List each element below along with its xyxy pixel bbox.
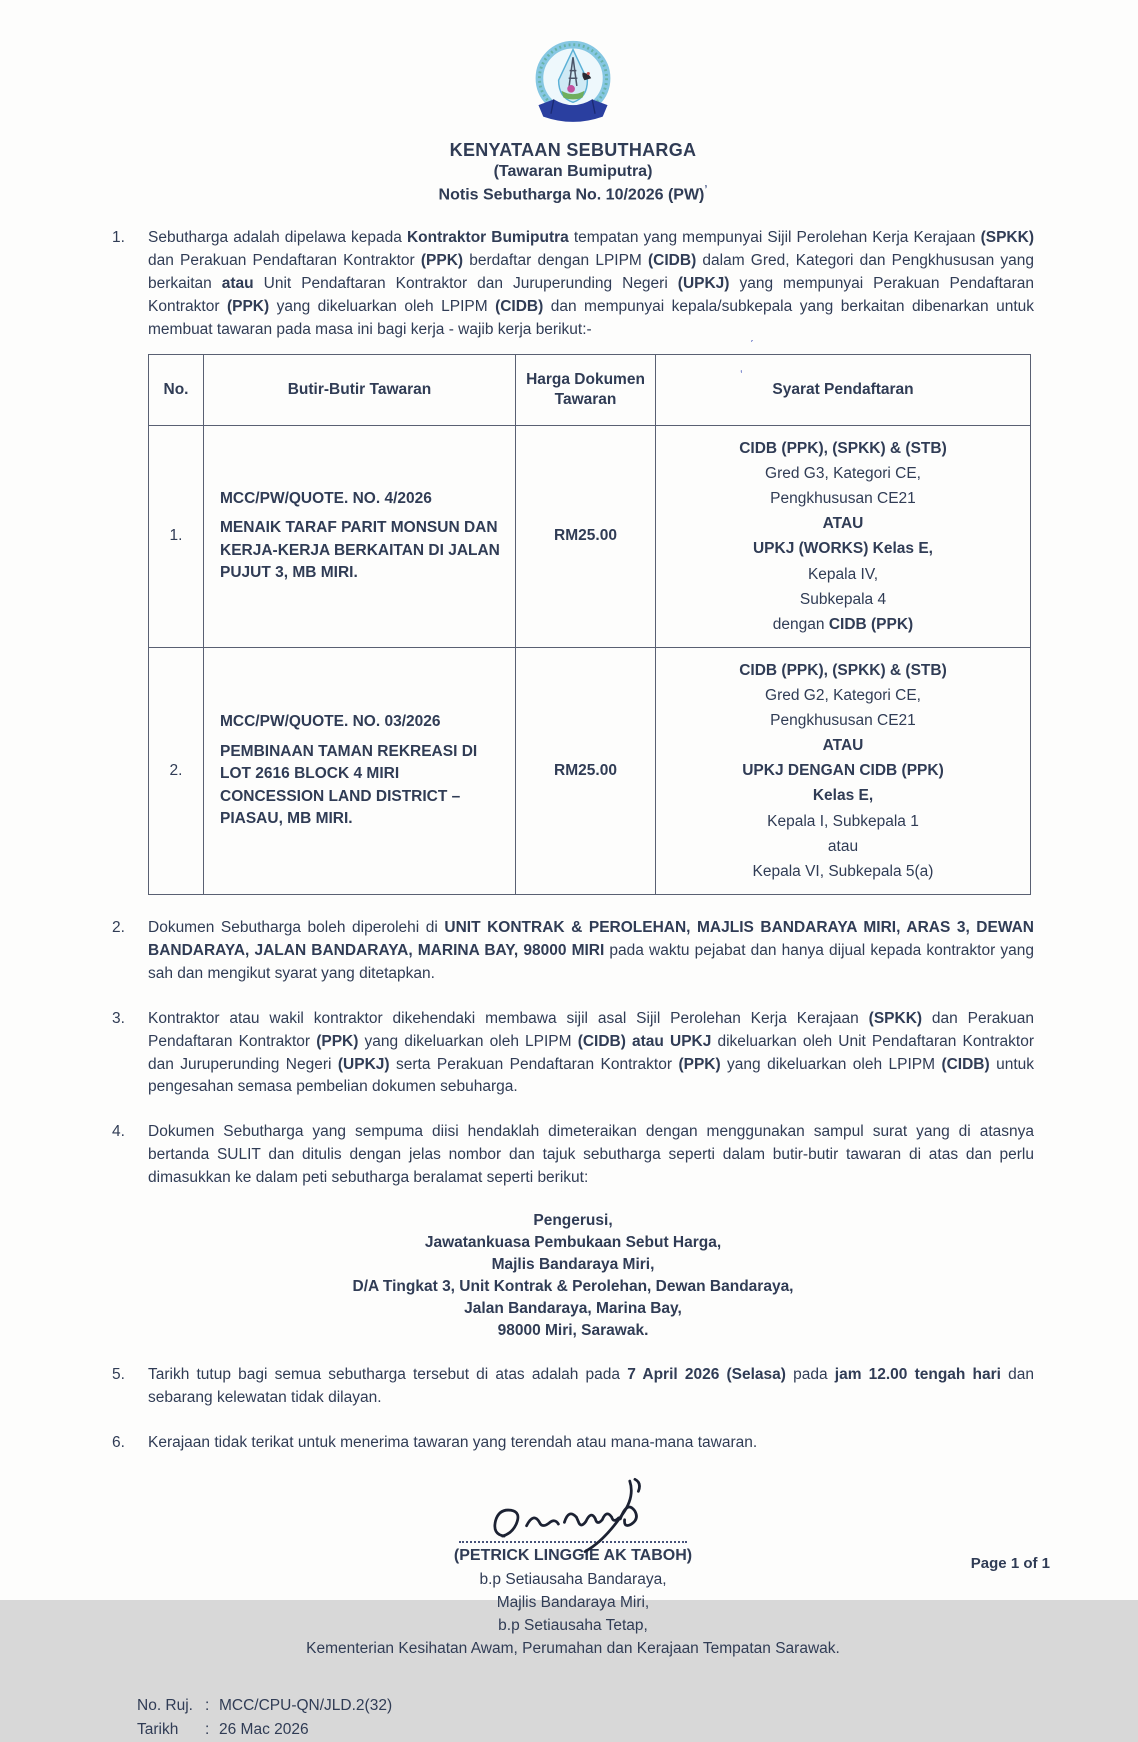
paragraph-6 [112, 1432, 1034, 1455]
document-date: 26 Mac 2026 [219, 1720, 309, 1738]
submission-address: Pengerusi, Jawatankuasa Pembukaan Sebut Harga, Majlis Bandaraya Miri, D/A Tingkat 3, Unit Kontrak & Perolehan, Dewan Bandaraya, Jalan Bandaraya, Marina Bay, 98000 Miri, Sarawak. [352, 1212, 794, 1340]
paragraph-text: Kerajaan tidak terikat untuk menerima tawaran yang terendah atau mana-mana tawaran. [148, 1434, 758, 1452]
scan-artifact-mark: ʽ [740, 367, 743, 382]
signatory-titles: b.p Setiausaha Bandaraya, Majlis Bandaraya Miri, b.p Setiausaha Tetap, Kementerian Kesihatan Awam, Perumahan dan Kerajaan Tempatan Sarawak. [306, 1570, 840, 1657]
footer-reference-block [137, 1694, 1034, 1742]
table-row [149, 425, 1031, 647]
table-row [149, 647, 1031, 894]
cell-syarat: CIDB (PPK), (SPKK) & (STB) Gred G2, Kategori CE, Pengkhususan CE21 ATAU UPKJ DENGAN CIDB (PPK) Kelas E, Kepala I, Subkepala 1 atau Kepala VI, Subkepala 5(a) [656, 647, 1031, 894]
paragraph-text: Dokumen Sebutharga yang sempuma diisi hendaklah dimeteraikan dengan menggunakan sampul surat yang di atasnya bertanda SULIT dan ditulis dengan jelas nombor dan tajuk sebutharga seperti dalam butir-butir tawaran di atas dan perlu dimasukkan ke dalam peti sebutharga beralamat seperti berikut: [148, 1123, 1034, 1187]
miri-city-council-emblem [525, 38, 621, 132]
col-header-syarat: Syarat Pendaftaran [656, 354, 1031, 425]
cell-harga: RM25.00 [516, 425, 656, 647]
cell-no: 2. [149, 647, 204, 894]
table-header-row [149, 354, 1031, 425]
page-subtitle: (Tawaran Bumiputra) [493, 163, 653, 181]
cell-syarat: CIDB (PPK), (SPKK) & (STB) Gred G3, Kategori CE, Pengkhususan CE21 ATAU UPKJ (WORKS) Kelas E, Kepala IV, Subkepala 4 dengan CIDB (PPK) [656, 425, 1031, 647]
paragraph-number: 6. [112, 1434, 125, 1452]
paragraph-2 [112, 917, 1034, 986]
page-title: KENYATAAN SEBUTHARGA [449, 140, 697, 160]
reference-number-line: No. Ruj. : MCC/CPU-QN/JLD.2(32) [137, 1696, 393, 1714]
col-header-no: No. [149, 354, 204, 425]
scan-artifact-mark: ΄ [750, 337, 754, 352]
signatory-name: (PETRICK LINGGIE AK TABOH) [453, 1547, 693, 1565]
scan-artifact-tick: ʼ [704, 183, 708, 196]
tender-table [148, 354, 1031, 895]
paragraph-number: 4. [112, 1123, 125, 1141]
paragraph-4 [112, 1121, 1034, 1190]
date-line: Tarikh : 26 Mac 2026 [137, 1720, 309, 1738]
paragraph-text: Sebutharga adalah dipelawa kepada Kontraktor Bumiputra tempatan yang mempunyai Sijil Perolehan Kerja Kerajaan (SPKK) dan Perakuan Pendaftaran Kontraktor (PPK) berdaftar dengan LPIPM (CIDB) dalam Gred, Kategori dan Pengkhususan yang berkaitan atau Unit Pendaftaran Kontraktor dan Juruperunding Negeri (UPKJ) yang mempunyai Perakuan Pendaftaran Kontraktor (PPK) yang dikeluarkan oleh LPIPM (CIDB) dan mempunyai kepala/subkepala yang berkaitan dibenarkan untuk membuat tawaran pada masa ini bagi kerja - wajib kerja berikut:- [148, 229, 1035, 339]
signature-block [112, 1469, 1034, 1660]
col-header-butir: Butir-Butir Tawaran [204, 354, 516, 425]
paragraph-1 [112, 227, 1034, 342]
paragraph-text: Dokumen Sebutharga boleh diperolehi di UNIT KONTRAK & PEROLEHAN, MAJLIS BANDARAYA MIRI, ARAS 3, DEWAN BANDARAYA, JALAN BANDARAYA, MARINA BAY, 98000 MIRI pada waktu pejabat dan hanya dijual kepada kontraktor yang sah dan mengikut syarat yang ditetapkan. [148, 918, 1034, 982]
notice-number: Notis Sebutharga No. 10/2026 (PW)$^ʼ$ [438, 183, 708, 203]
paragraph-5 [112, 1364, 1034, 1410]
paragraph-text: Tarikh tutup bagi semua sebutharga tersebut di atas adalah pada 7 April 2026 (Selasa) pada jam 12.00 tengah hari dan sebarang kelewatan tidak dilayan. [148, 1366, 1035, 1407]
cell-butir: MCC/PW/QUOTE. NO. 4/2026 MENAIK TARAF PARIT MONSUN DAN KERJA-KERJA BERKAITAN DI JALAN PUJUT 3, MB MIRI. [204, 425, 516, 647]
paragraph-3 [112, 1008, 1034, 1100]
document-title-block [112, 139, 1034, 205]
paragraph-text: Kontraktor atau wakil kontraktor dikehendaki membawa sijil asal Sijil Perolehan Kerja Kerajaan (SPKK) dan Perakuan Pendaftaran Kontraktor (PPK) yang dikeluarkan oleh LPIPM (CIDB) atau UPKJ dikeluarkan oleh Unit Pendaftaran Kontraktor dan Juruperunding Negeri (UPKJ) serta Perakuan Pendaftaran Kontraktor (PPK) yang dikeluarkan oleh LPIPM (CIDB) untuk pengesahan semasa pembelian dokumen sebuharga. [148, 1009, 1035, 1096]
logo-container [112, 38, 1034, 137]
cell-harga: RM25.00 [516, 647, 656, 894]
paragraph-number: 3. [112, 1009, 125, 1027]
reference-number: MCC/CPU-QN/JLD.2(32) [219, 1696, 393, 1714]
paragraph-number: 5. [112, 1366, 125, 1384]
handwritten-signature [423, 1469, 723, 1555]
col-header-harga: Harga Dokumen Tawaran [516, 354, 656, 425]
page-number: Page 1 of 1 [970, 1555, 1050, 1572]
cell-butir: MCC/PW/QUOTE. NO. 03/2026 PEMBINAAN TAMAN REKREASI DI LOT 2616 BLOCK 4 MIRI CONCESSION LAND DISTRICT – PIASAU, MB MIRI. [204, 647, 516, 894]
paragraph-number: 2. [112, 918, 125, 936]
cell-no: 1. [149, 425, 204, 647]
tender-table-container [148, 337, 1034, 895]
paragraph-number: 1. [112, 229, 125, 247]
